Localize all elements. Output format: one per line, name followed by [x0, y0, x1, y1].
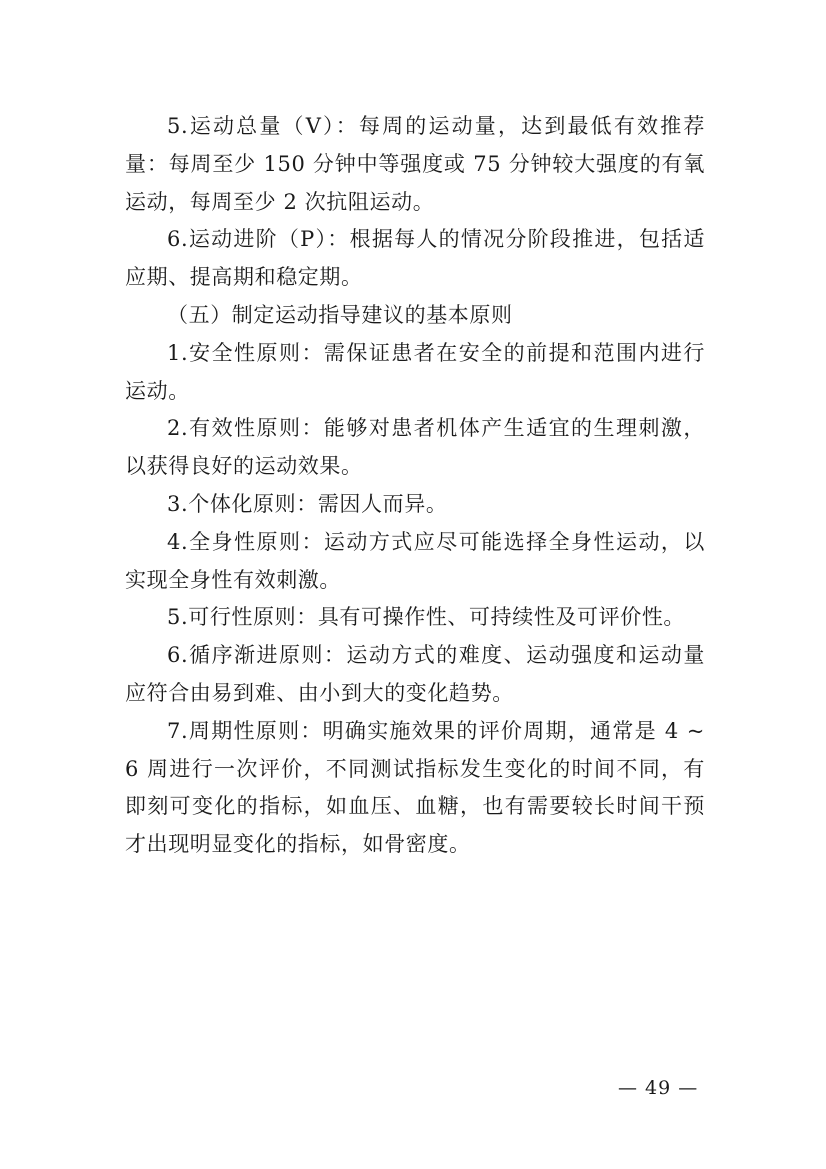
paragraph-exercise-progression: 6.运动进阶（P）：根据每人的情况分阶段推进，包括适应期、提高期和稳定期。 — [125, 227, 705, 290]
section-heading: （五）制定运动指导建议的基本原则 — [167, 302, 513, 327]
paragraph-individualization-principle: 3.个体化原则：需因人而异。 — [167, 491, 448, 516]
paragraph-periodicity-principle: 7.周期性原则：明确实施效果的评价周期，通常是 4 ~ 6 周进行一次评价，不同测试指标发生变化的时间不同，有即刻可变化的指标，如血压、血糖，也有需要较长时间干预才出现明显变化的指标，如骨密度。 — [125, 718, 705, 857]
document-body — [125, 108, 705, 864]
paragraph-effectiveness-principle: 2.有效性原则：能够对患者机体产生适宜的生理刺激，以获得良好的运动效果。 — [125, 416, 705, 479]
paragraph-feasibility-principle: 5.可行性原则：具有可操作性、可持续性及可评价性。 — [167, 605, 686, 630]
paragraph-exercise-volume: 5.运动总量（V）：每周的运动量，达到最低有效推荐量：每周至少 150 分钟中等强度或 75 分钟较大强度的有氧运动，每周至少 2 次抗阻运动。 — [125, 114, 705, 214]
page-number: — 49 — — [618, 1077, 699, 1099]
paragraph-safety-principle: 1.安全性原则：需保证患者在安全的前提和范围内进行运动。 — [125, 340, 705, 403]
paragraph-whole-body-principle: 4.全身性原则：运动方式应尽可能选择全身性运动，以实现全身性有效刺激。 — [125, 529, 705, 592]
paragraph-gradual-progression-principle: 6.循序渐进原则：运动方式的难度、运动强度和运动量应符合由易到难、由小到大的变化趋势。 — [125, 643, 705, 705]
